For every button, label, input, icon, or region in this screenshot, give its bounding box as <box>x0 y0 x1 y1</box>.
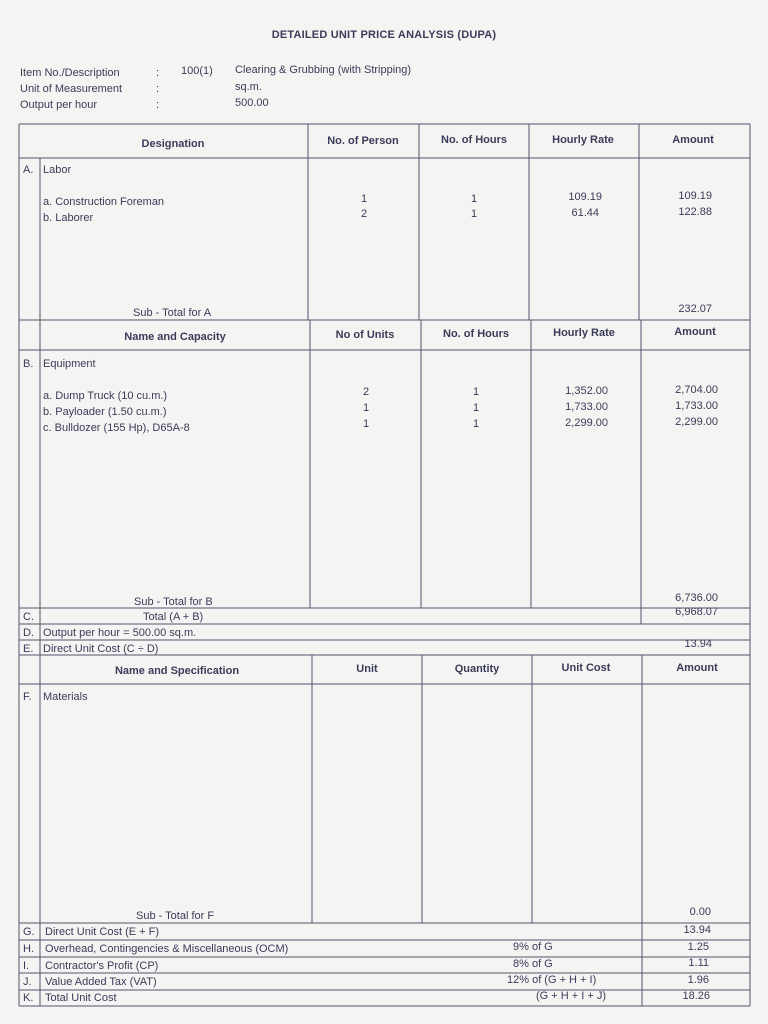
contractor-profit-value: 1.11 <box>688 957 709 969</box>
section-letter-a: A. <box>23 164 34 176</box>
subtotal-a-value: 232.07 <box>678 303 712 315</box>
row-letter-d: D. <box>23 627 34 639</box>
output-per-hour-label: Output per hour = 500.00 sq.m. <box>43 627 197 639</box>
equipment-row-rate: 1,733.00 <box>565 401 608 413</box>
vat-value: 1.96 <box>687 974 709 986</box>
equipment-row-units: 1 <box>362 402 370 414</box>
row-letter-g: G. <box>23 926 35 938</box>
labor-row-amount: 122.88 <box>678 206 712 218</box>
col-header-quantity: Quantity <box>454 663 500 675</box>
equipment-row-units: 1 <box>362 418 370 430</box>
colon: : <box>156 67 160 79</box>
section-name-equipment: Equipment <box>43 358 96 370</box>
row-letter-h: H. <box>23 943 34 955</box>
col-header-hours: No. of Hours <box>441 134 507 146</box>
col-header-rate: Hourly Rate <box>552 134 614 146</box>
equipment-row-amount: 2,299.00 <box>675 416 718 428</box>
colon: : <box>156 83 160 95</box>
labor-row-amount: 109.19 <box>678 190 712 202</box>
total-ab-label: Total (A + B) <box>143 611 204 623</box>
col-header-designation: Designation <box>141 138 205 150</box>
row-letter-e: E. <box>23 643 34 655</box>
equipment-row-name: a. Dump Truck (10 cu.m.) <box>43 390 168 402</box>
labor-row-hours: 1 <box>470 208 478 220</box>
row-letter-j: J. <box>23 976 32 988</box>
item-label: Item No./Description <box>20 67 120 79</box>
total-unit-cost-label: Total Unit Cost <box>45 992 117 1004</box>
contractor-profit-basis: 8% of G <box>513 958 553 970</box>
equipment-row-hours: 1 <box>472 402 480 414</box>
equipment-row-name: c. Bulldozer (155 Hp), D65A-8 <box>43 422 190 434</box>
equipment-row-name: b. Payloader (1.50 cu.m.) <box>43 406 167 418</box>
ocm-value: 1.25 <box>687 941 709 953</box>
labor-row-rate: 109.19 <box>568 191 602 203</box>
direct-unit-cost-e-value: 13.94 <box>684 638 712 650</box>
labor-row-name: a. Construction Foreman <box>43 196 165 208</box>
col-header-name-capacity: Name and Capacity <box>124 331 226 343</box>
direct-unit-cost-e-label: Direct Unit Cost (C ÷ D) <box>43 643 159 655</box>
ocm-label: Overhead, Contingencies & Miscellaneous (OCM) <box>45 943 289 955</box>
labor-row-name: b. Laborer <box>43 212 94 224</box>
col-header-unit-cost: Unit Cost <box>561 662 611 674</box>
subtotal-f-label: Sub - Total for F <box>136 910 215 922</box>
section-name-materials: Materials <box>43 691 88 703</box>
equipment-row-units: 2 <box>362 386 370 398</box>
col-header-persons: No. of Person <box>327 135 399 147</box>
ocm-basis: 9% of G <box>513 941 553 953</box>
labor-row-rate: 61.44 <box>571 207 599 219</box>
col-header-amount: Amount <box>676 662 718 674</box>
contractor-profit-label: Contractor's Profit (CP) <box>45 960 159 972</box>
output-value: 500.00 <box>235 97 269 109</box>
section-name-labor: Labor <box>43 164 72 176</box>
total-unit-cost-basis: (G + H + I + J) <box>536 990 606 1002</box>
col-header-units: No of Units <box>335 329 395 341</box>
unit-label: Unit of Measurement <box>20 83 123 95</box>
vat-basis: 12% of (G + H + I) <box>507 974 597 986</box>
vat-label: Value Added Tax (VAT) <box>45 976 157 988</box>
subtotal-f-value: 0.00 <box>689 906 711 918</box>
subtotal-b-label: Sub - Total for B <box>134 596 213 608</box>
row-letter-i: I. <box>23 960 30 972</box>
document-title: DETAILED UNIT PRICE ANALYSIS (DUPA) <box>271 29 497 41</box>
direct-unit-cost-g-value: 13.94 <box>683 924 711 936</box>
equipment-row-hours: 1 <box>472 418 480 430</box>
labor-row-persons: 1 <box>360 193 368 205</box>
item-code: 100(1) <box>181 65 213 77</box>
col-header-name-specification: Name and Specification <box>114 665 240 677</box>
item-description: Clearing & Grubbing (with Stripping) <box>235 64 412 76</box>
equipment-row-rate: 1,352.00 <box>565 385 608 397</box>
col-header-hours: No. of Hours <box>443 328 509 340</box>
row-letter-c: C. <box>23 611 34 623</box>
col-header-amount: Amount <box>672 134 714 146</box>
section-letter-f: F. <box>23 691 32 703</box>
output-label: Output per hour <box>20 99 98 111</box>
colon: : <box>156 99 160 111</box>
direct-unit-cost-g-label: Direct Unit Cost (E + F) <box>45 926 159 938</box>
labor-row-persons: 2 <box>360 208 368 220</box>
total-unit-cost-value: 18.26 <box>682 990 710 1002</box>
col-header-unit: Unit <box>356 663 378 675</box>
col-header-amount: Amount <box>674 326 716 338</box>
subtotal-b-value: 6,736.00 <box>675 592 718 604</box>
total-ab-value: 6,968.07 <box>675 606 718 618</box>
equipment-row-rate: 2,299.00 <box>565 417 608 429</box>
labor-row-hours: 1 <box>470 193 478 205</box>
equipment-row-hours: 1 <box>472 386 480 398</box>
subtotal-a-label: Sub - Total for A <box>133 307 212 319</box>
equipment-row-amount: 2,704.00 <box>675 384 718 396</box>
section-letter-b: B. <box>23 358 34 370</box>
col-header-rate: Hourly Rate <box>553 327 615 339</box>
unit-value: sq.m. <box>235 81 262 93</box>
equipment-row-amount: 1,733.00 <box>675 400 718 412</box>
row-letter-k: K. <box>23 992 34 1004</box>
